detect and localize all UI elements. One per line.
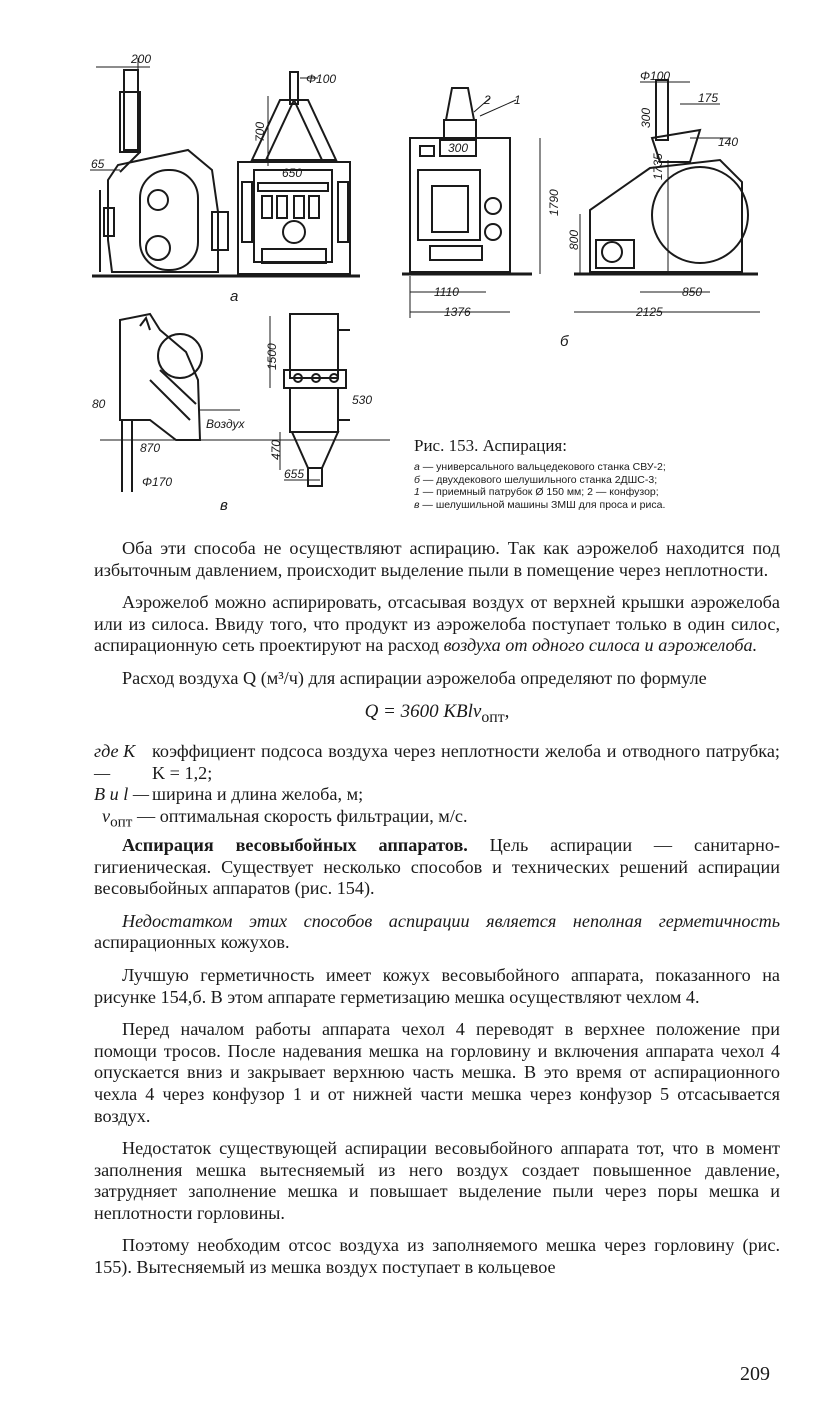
paragraph-5: Недостатком этих способов аспирации является неполная герметичность аспирационных кожухов. bbox=[94, 910, 780, 953]
paragraph-6: Лучшую герметичность имеет кожух весовыбойного аппарата, показанного на рисунке 154,б. В этом аппарате герметизацию мешка осуществляют чехлом 4. bbox=[94, 964, 780, 1007]
caption-line: в — шелушильной машины ЗМШ для проса и риса. bbox=[414, 498, 666, 511]
label-b-1: 1 bbox=[514, 93, 521, 107]
dim-v-1500: 1500 bbox=[265, 343, 279, 370]
dim-a-200: 200 bbox=[131, 52, 152, 66]
dim-v-vozduh: Воздух bbox=[206, 417, 245, 431]
dim-v-470: 470 bbox=[269, 439, 283, 460]
paragraph-8: Недостаток существующей аспирации весовыбойного аппарата тот, что в момент заполнения мешка вытесняемый из него воздух создает повышенное давление, затрудняет заполнение мешка и повышает выделение пыли через поры мешка и неплотности горловины. bbox=[94, 1138, 780, 1223]
dim-a-700: 700 bbox=[253, 121, 267, 142]
dim-b-300-side: 300 bbox=[639, 107, 653, 128]
body-text bbox=[94, 538, 780, 1290]
dim-a-650: 650 bbox=[282, 166, 303, 180]
paragraph-7: Перед началом работы аппарата чехол 4 переводят в верхнее положение при помощи тросов. После надевания мешка на горловину и включения аппарата чехол 4 опускается вниз и закрывает верхнюю часть мешка. В это время от аспирационного чехла 4 через конфузор 1 и от нижней части мешка через конфузор 5 отсасывается воздух. bbox=[94, 1019, 780, 1126]
definition-b-l: B и l — ширина и длина желоба, м; bbox=[94, 784, 364, 805]
page-number: 209 bbox=[740, 1363, 770, 1385]
dim-b-140: 140 bbox=[718, 135, 739, 149]
label-b-2: 2 bbox=[484, 93, 491, 107]
label-b: б bbox=[560, 333, 569, 350]
caption-line: 1 — приемный патрубок Ø 150 мм; 2 — конфузор; bbox=[414, 486, 659, 498]
paragraph-3: Расход воздуха Q (м³/ч) для аспирации аэрожелоба определяют по формуле bbox=[122, 667, 707, 688]
paragraph-1: Оба эти способа не осуществляют аспирацию. Так как аэрожелоб находится под избыточным давлением, происходит выделение пыли в помещение через неплотности. bbox=[94, 538, 780, 580]
drawing-a-side-view bbox=[92, 70, 232, 276]
definition-k: где K — коэффициент подсоса воздуха через неплотности желоба и отводного патрубка; K = 1,2; bbox=[94, 740, 780, 783]
paragraph-2: Аэрожелоб можно аспирировать, отсасывая воздух от верхней крышки аэрожелоба или из силоса. Ввиду того, что продукт из аэрожелоба поступает только в один силос, аспирационную сеть проектируют на расход воздуха от одного силоса и аэрожелоба. bbox=[94, 592, 780, 656]
dim-a-65: 65 bbox=[91, 157, 105, 171]
dim-b-1110: 1110 bbox=[434, 285, 459, 299]
drawing-v-front-view bbox=[284, 314, 350, 486]
dim-v-80: 80 bbox=[92, 397, 106, 411]
dim-b-850: 850 bbox=[682, 285, 703, 299]
dim-b-1376: 1376 bbox=[444, 305, 471, 319]
dim-a-phi100: Φ100 bbox=[306, 72, 337, 86]
paragraph-4: Аспирация весовыбойных аппаратов. Цель аспирации — санитарно-гигиеническая. Существует несколько способов и технических решений аспирации весовыбойных аппаратов (рис. 154). bbox=[94, 834, 780, 899]
dim-b-300: 300 bbox=[448, 141, 469, 155]
definition-v: $v_{опт}$ — оптимальная скорость фильтрации, м/с. bbox=[102, 805, 468, 831]
dim-v-655: 655 bbox=[284, 467, 305, 481]
figure-caption bbox=[414, 436, 794, 511]
dim-v-530: 530 bbox=[352, 393, 373, 407]
dim-b-1790: 1790 bbox=[547, 189, 561, 216]
dim-b-2125: 2125 bbox=[636, 305, 663, 319]
caption-line: а — универсального вальцедекового станка СВУ-2; bbox=[414, 461, 666, 473]
dim-b-1735: 1735 bbox=[651, 153, 665, 180]
formula: Q = 3600 KBlv$_{опт}$, bbox=[364, 700, 510, 726]
dim-b-800: 800 bbox=[567, 229, 581, 250]
dim-b-phi100: Φ100 bbox=[640, 69, 671, 83]
dim-b-175: 175 bbox=[698, 91, 719, 105]
label-a: а bbox=[230, 288, 239, 305]
caption-line: б — двухдекового шелушильного станка 2ДШС-3; bbox=[414, 473, 658, 486]
drawing-b-front-view bbox=[402, 88, 532, 274]
caption-title: Рис. 153. Аспирация: bbox=[414, 436, 567, 455]
label-v: в bbox=[220, 497, 228, 514]
dim-v-phi170: Φ170 bbox=[142, 475, 173, 489]
dim-v-870: 870 bbox=[140, 441, 161, 455]
drawing-b-side-view bbox=[574, 80, 758, 274]
paragraph-9: Поэтому необходим отсос воздуха из заполняемого мешка через горловину (рис. 155). Вытесняемый из мешка воздух поступает в кольцевое bbox=[94, 1235, 780, 1278]
drawing-v-side-view bbox=[120, 314, 240, 492]
